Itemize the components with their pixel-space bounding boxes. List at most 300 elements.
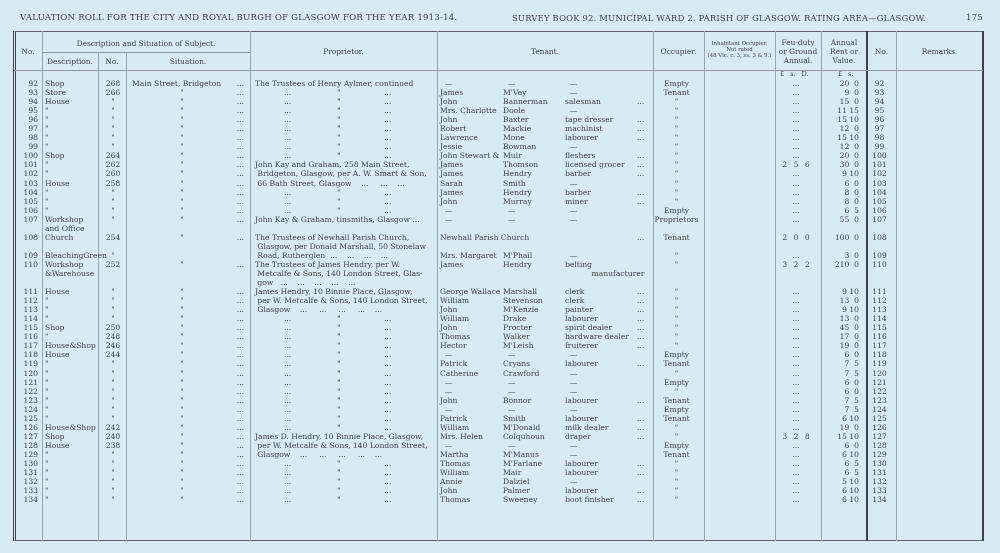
leader-dots: [637, 251, 651, 260]
proprietor: ... " ...: [255, 196, 392, 206]
tenant-first-name: Thomas: [440, 458, 471, 468]
tenant-occupation: labourer: [565, 458, 599, 468]
situation: [127, 296, 250, 305]
occupier: Empty: [664, 79, 689, 88]
annual-value: 13 0: [839, 296, 859, 306]
tenant-first-name: Patrick: [440, 413, 468, 423]
inhabitant-occupier: [702, 350, 773, 359]
leader-dots: [637, 179, 651, 188]
proprietor: per W. Metcalfe & Sons, 140 London Street,: [255, 296, 428, 306]
situation-text: ": [132, 115, 184, 125]
occupier: ": [674, 115, 679, 125]
tenant-occupation: —: [565, 142, 578, 152]
situation: [127, 169, 250, 178]
description: ": [45, 477, 49, 487]
entry-number: 123: [23, 395, 38, 405]
feu-duty: ...: [792, 142, 800, 152]
situation: [127, 323, 250, 332]
leader-dots: ...: [236, 332, 244, 342]
annual-value: 3 0: [844, 250, 859, 260]
street-number: ": [111, 458, 115, 468]
feu-duty: 2 0 0: [782, 232, 810, 242]
occupier: ": [674, 178, 679, 188]
entry-number-right: 105: [872, 196, 887, 206]
tenant-first-name: Lawrence: [440, 133, 478, 143]
description: ": [45, 404, 49, 414]
tenant-first-name: Mrs. Charlotte: [440, 106, 497, 116]
annual-value: 6 0: [844, 350, 859, 360]
street-number: 254: [105, 232, 121, 242]
feu-units: £ s. D.: [780, 70, 809, 78]
feu-duty: ...: [792, 422, 800, 432]
tenant-occupation: miner: [565, 196, 588, 206]
situation: [127, 142, 250, 151]
annual-value: 12 0: [839, 124, 859, 134]
leader-dots: ...: [236, 314, 244, 324]
tenant-surname: M'Kenzie: [503, 305, 539, 315]
situation: [127, 423, 250, 432]
leader-dots: ...: [236, 386, 244, 396]
feu-duty: 3 2 8: [782, 431, 810, 441]
leader-dots: ...: [637, 115, 645, 125]
tenant-surname: —: [503, 214, 516, 224]
situation-text: ": [132, 368, 184, 378]
tenant-surname: Baxter: [503, 115, 529, 125]
table-row: [14, 197, 984, 206]
inhabitant-occupier: [702, 305, 773, 314]
occupier: ": [674, 468, 679, 478]
situation-text: ": [132, 359, 184, 369]
feu-duty: ...: [792, 486, 800, 496]
situation: [127, 414, 250, 423]
entry-number-right: 109: [872, 250, 887, 260]
street-number: 260: [105, 169, 121, 179]
occupier: ": [674, 160, 679, 170]
description: Store: [45, 88, 66, 98]
situation: [127, 179, 250, 188]
tenant-surname: Hendry: [503, 169, 532, 179]
table-row: [14, 423, 984, 432]
leader-dots: ...: [236, 151, 244, 161]
situation-text: ": [132, 323, 184, 333]
tenant-surname: Smith: [503, 178, 526, 188]
leader-dots: ...: [236, 296, 244, 306]
occupier: ": [674, 431, 679, 441]
leader-dots: ...: [236, 458, 244, 468]
leader-dots: ...: [637, 151, 645, 161]
tenant-occupation: —: [565, 106, 578, 116]
description: Shop: [45, 79, 65, 88]
annual-value: 11 15: [837, 106, 859, 116]
street-number: ": [111, 449, 115, 459]
situation-text: ": [132, 440, 184, 450]
entry-number-right: 121: [872, 377, 887, 387]
leader-dots: ...: [236, 449, 244, 459]
entry-number: 103: [23, 178, 38, 188]
leader-dots: ...: [637, 422, 645, 432]
situation-text: ": [132, 449, 184, 459]
occupier: Empty: [664, 404, 689, 414]
feu-duty: ...: [792, 368, 800, 378]
tenant-first-name: Robert: [440, 124, 467, 134]
tenant-surname: M'Manus: [503, 449, 539, 459]
occupier: ": [674, 250, 679, 260]
street-number: 248: [105, 332, 121, 342]
proprietor: Glasgow ... ... ... ... ...: [255, 449, 382, 459]
street-number: ": [111, 486, 115, 496]
header-no-right: No.: [874, 47, 889, 56]
header-remarks: Remarks.: [921, 47, 958, 56]
entry-number-right: 111: [872, 287, 887, 297]
feu-duty: ...: [792, 395, 800, 405]
occupier: ": [674, 169, 679, 179]
entry-number: 106: [23, 205, 38, 215]
description: Workshop and Office: [45, 214, 85, 233]
tenant-occupation: [565, 233, 637, 251]
leader-dots: ...: [637, 187, 645, 197]
tenant-surname: Doole: [503, 106, 526, 116]
situation: [127, 450, 250, 459]
feu-duty: ...: [792, 323, 800, 333]
tenant-occupation: labourer: [565, 133, 599, 143]
street-number: ": [111, 106, 115, 116]
feu-duty: ...: [792, 106, 800, 116]
tenant-surname: Procter: [503, 323, 532, 333]
leader-dots: ...: [236, 287, 244, 297]
annual-value: 15 0: [839, 97, 859, 107]
table-row: [14, 251, 984, 260]
situation: [127, 378, 250, 387]
leader-dots: [637, 106, 651, 115]
inhabitant-occupier: [702, 387, 773, 396]
situation: [127, 79, 250, 88]
entry-number-right: 94: [874, 97, 885, 107]
tenant-surname: Sweeney: [503, 495, 538, 505]
proprietor: The Trustees of Henry Aylmer, continued: [255, 79, 414, 88]
description: House: [45, 178, 70, 188]
situation-text: ": [132, 332, 184, 342]
inhabitant-occupier: [702, 468, 773, 477]
occupier: Empty: [664, 377, 689, 387]
inhabitant-occupier: [702, 251, 773, 260]
annual-value: 12 0: [839, 142, 859, 152]
situation: [127, 432, 250, 441]
entry-number-right: 98: [874, 133, 885, 143]
annual-value: 19 0: [839, 341, 859, 351]
description: ": [45, 205, 49, 215]
proprietor: per W. Metcalfe & Sons, 140 London Street,: [255, 440, 428, 450]
tenant-occupation: —: [565, 214, 578, 224]
annual-value: 7 5: [844, 404, 859, 414]
inhabitant-occupier: [702, 188, 773, 197]
tenant-first-name: —: [440, 440, 453, 450]
proprietor: ... " ...: [255, 314, 392, 324]
inhabitant-occupier: [702, 396, 773, 405]
tenant-surname: Dalziel: [503, 477, 530, 487]
leader-dots: ...: [236, 323, 244, 333]
entry-number: 94: [28, 97, 38, 107]
situation: [127, 387, 250, 396]
leader-dots: ...: [236, 196, 244, 206]
proprietor: ... " ...: [255, 386, 392, 396]
tenant-first-name: Martha: [440, 449, 469, 459]
tenant-occupation: labourer: [565, 314, 599, 324]
description: House: [45, 350, 70, 360]
tenant-first-name: John Stewart &: [440, 151, 500, 161]
street-number: ": [111, 142, 115, 152]
tenant-occupation: —: [565, 449, 578, 459]
entry-number-right: 123: [872, 395, 887, 405]
tenant-surname: —: [503, 79, 516, 88]
tenant-first-name: —: [440, 350, 453, 360]
leader-dots: ...: [236, 413, 244, 423]
feu-duty: ...: [792, 214, 800, 224]
inhabitant-occupier: [702, 124, 773, 133]
tenant-occupation: spirit dealer: [565, 323, 613, 333]
situation-text: ": [132, 477, 184, 487]
proprietor: ... " ...: [255, 422, 392, 432]
tenant-occupation: belting manufacturer: [565, 259, 645, 278]
entry-number-right: 97: [874, 124, 885, 134]
street-number: ": [111, 314, 115, 324]
tenant-surname: —: [503, 377, 516, 387]
table-row: [14, 314, 984, 323]
street-number: ": [111, 477, 115, 487]
situation-text: ": [132, 350, 184, 360]
street-number: 268: [105, 79, 121, 88]
entry-number: 110: [23, 259, 38, 269]
street-number: ": [111, 205, 115, 215]
feu-duty: ...: [792, 468, 800, 478]
situation: [127, 260, 250, 287]
situation: [127, 468, 250, 477]
situation-text: ": [132, 341, 184, 351]
entry-number: 107: [23, 214, 38, 224]
annual-value: 55 0: [839, 214, 859, 224]
tenant-first-name: —: [440, 214, 453, 224]
situation: [127, 197, 250, 206]
tenant-occupation: machinist: [565, 124, 603, 134]
situation: [127, 287, 250, 296]
entry-number: 132: [23, 477, 38, 487]
entry-number-right: 134: [872, 495, 887, 505]
tenant-first-name: George Wallace: [440, 287, 501, 297]
table-row: [14, 142, 984, 151]
street-number: ": [111, 133, 115, 143]
title-survey: SURVEY BOOK 92. MUNICIPAL WARD 2. PARISH OF GLASGOW. RATING AREA—GLASGOW.: [512, 13, 926, 23]
tenant-occupation: draper: [565, 431, 592, 441]
table-row: [14, 387, 984, 396]
description: ": [45, 386, 49, 396]
occupier: ": [674, 341, 679, 351]
tenant-first-name: —: [440, 386, 453, 396]
occupier: Empty: [664, 205, 689, 215]
feu-duty: ...: [792, 305, 800, 315]
inhabitant-occupier: [702, 133, 773, 142]
rule: [42, 52, 250, 53]
occupier: ": [674, 133, 679, 143]
leader-dots: ...: [236, 115, 244, 125]
table-row: [14, 396, 984, 405]
table-row: [14, 296, 984, 305]
header-situation: Situation.: [169, 57, 207, 66]
leader-dots: ...: [637, 97, 645, 107]
situation-text: ": [132, 151, 184, 161]
inhabitant-occupier: [702, 260, 773, 287]
leader-dots: ...: [236, 404, 244, 414]
entry-number-right: 92: [874, 79, 885, 88]
description: ": [45, 395, 49, 405]
inhabitant-occupier: [702, 405, 773, 414]
situation: [127, 314, 250, 323]
entry-number-right: 127: [872, 431, 887, 441]
occupier: ": [674, 287, 679, 297]
annual-value: 6 0: [844, 440, 859, 450]
leader-dots: ...: [236, 205, 244, 215]
entry-number-right: 120: [872, 368, 887, 378]
tenant-first-name: Newhall Parish Church: [440, 232, 530, 242]
entry-number-right: 133: [872, 486, 887, 496]
entry-number-right: 108: [872, 232, 887, 242]
table-row: [14, 432, 984, 441]
entry-number: 98: [28, 133, 38, 143]
entry-number: 117: [23, 341, 38, 351]
table-row: [14, 378, 984, 387]
street-number: 238: [105, 440, 121, 450]
situation-text: ": [132, 205, 184, 215]
tenant-first-name: —: [440, 404, 453, 414]
tenant-surname: —: [503, 205, 516, 215]
inhabitant-occupier: [702, 414, 773, 423]
page-number: 175: [966, 13, 984, 23]
entry-number-right: 129: [872, 449, 887, 459]
inhabitant-occupier: [702, 106, 773, 115]
feu-duty: ...: [792, 178, 800, 188]
street-number: ": [111, 359, 115, 369]
feu-duty: ...: [792, 187, 800, 197]
leader-dots: ...: [637, 296, 645, 306]
occupier: ": [674, 187, 679, 197]
proprietor: ... " ...: [255, 133, 392, 143]
occupier: ": [674, 323, 679, 333]
tenant-occupation: —: [565, 88, 578, 98]
tenant-surname: Mair: [503, 468, 522, 478]
feu-duty: ...: [792, 124, 800, 134]
description: ": [45, 142, 49, 152]
table-row: [14, 495, 984, 504]
situation: [127, 477, 250, 486]
annual-value: 7 5: [844, 359, 859, 369]
entry-number: 124: [23, 404, 38, 414]
tenant-surname: Crawford: [503, 368, 540, 378]
tenant-occupation: —: [565, 377, 578, 387]
proprietor: ... " ...: [255, 151, 392, 161]
proprietor: ... " ...: [255, 486, 392, 496]
entry-number: 111: [23, 287, 38, 297]
tenant-surname: Stevenson: [503, 296, 543, 306]
proprietor: Road, Rutherglen ... ... ... ...: [255, 250, 389, 260]
situation-text: ": [132, 486, 184, 496]
annual-value: 9 10: [842, 305, 859, 315]
proprietor: ... " ...: [255, 359, 392, 369]
tenant-surname: Mackie: [503, 124, 532, 134]
leader-dots: ...: [637, 196, 645, 206]
tenant-occupation: labourer: [565, 486, 599, 496]
entry-number: 120: [23, 368, 38, 378]
street-number: ": [111, 377, 115, 387]
proprietor: ... " ...: [255, 323, 392, 333]
situation-text: ": [132, 468, 184, 478]
feu-duty: ...: [792, 205, 800, 215]
occupier: Tenant: [663, 413, 690, 423]
situation-text: ": [132, 404, 184, 414]
street-number: ": [111, 250, 115, 260]
situation-text: ": [132, 458, 184, 468]
entry-number: 102: [23, 169, 38, 179]
entry-number-right: 110: [872, 259, 887, 269]
header-no: No.: [21, 47, 35, 56]
feu-duty: ...: [792, 250, 800, 260]
situation-text: ": [132, 196, 184, 206]
feu-duty: ...: [792, 350, 800, 360]
tenant-surname: —: [503, 404, 516, 414]
description: ": [45, 413, 49, 423]
leader-dots: ...: [236, 232, 244, 242]
entry-number: 128: [23, 440, 38, 450]
situation: [127, 441, 250, 450]
leader-dots: ...: [236, 341, 244, 351]
situation: [127, 350, 250, 359]
description: ": [45, 314, 49, 324]
tenant-first-name: —: [440, 79, 453, 88]
street-number: 252: [105, 259, 121, 269]
proprietor: ... " ...: [255, 88, 392, 98]
feu-duty: ...: [792, 359, 800, 369]
table-row: [14, 169, 984, 178]
situation: [127, 88, 250, 97]
feu-duty: ...: [792, 97, 800, 107]
situation-text: ": [132, 395, 184, 405]
situation: [127, 151, 250, 160]
entry-number-right: 118: [872, 350, 887, 360]
feu-duty: ...: [792, 151, 800, 161]
tenant-occupation: clerk: [565, 287, 585, 297]
situation-text: ": [132, 314, 184, 324]
leader-dots: ...: [236, 395, 244, 405]
leader-dots: ...: [236, 142, 244, 152]
entry-number: 108: [23, 232, 38, 242]
street-number: 246: [105, 341, 121, 351]
street-number: ": [111, 386, 115, 396]
tenant-surname: M'Phail: [503, 250, 533, 260]
entry-number-right: 131: [872, 468, 887, 478]
entry-number-right: 100: [872, 151, 887, 161]
feu-duty: ...: [792, 413, 800, 423]
occupier: Tenant: [663, 359, 690, 369]
entry-number-right: 125: [872, 413, 887, 423]
leader-dots: [637, 206, 651, 215]
street-number: ": [111, 97, 115, 107]
entry-number: 126: [23, 422, 38, 432]
entry-number-right: 126: [872, 422, 887, 432]
entry-number-right: 107: [872, 214, 887, 224]
leader-dots: ...: [637, 332, 645, 342]
proprietor: ... " ...: [255, 332, 392, 342]
leader-dots: ...: [236, 79, 244, 88]
tenant-surname: M'Donald: [503, 422, 541, 432]
entry-number: 112: [23, 296, 38, 306]
entry-number: 114: [23, 314, 38, 324]
